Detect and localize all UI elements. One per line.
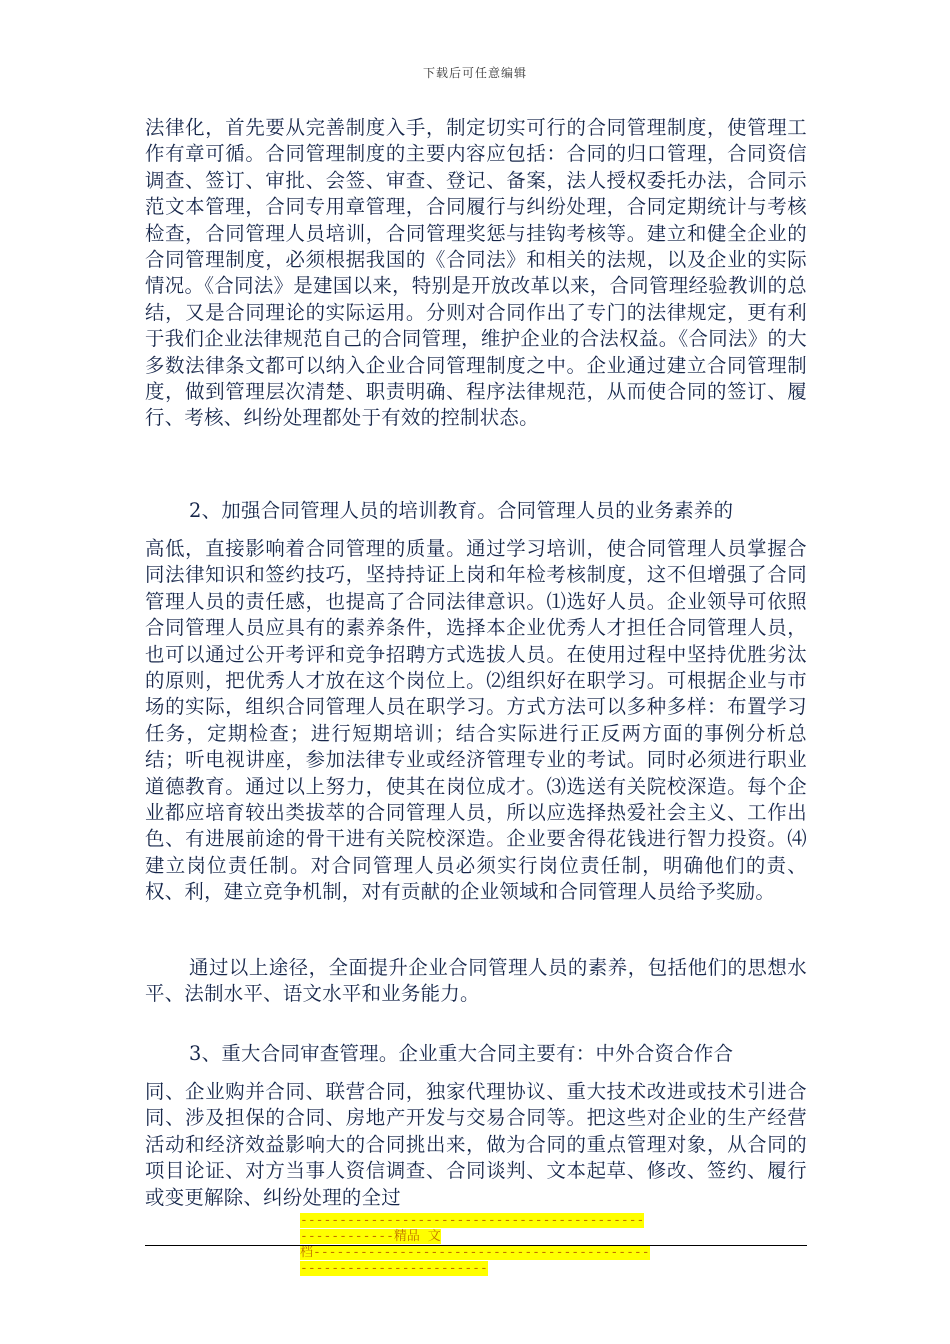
section-3-heading-line: 3、重大合同审查管理。企业重大合同主要有：中外合资合作合: [189, 1042, 734, 1065]
paragraph-summary: 通过以上途径，全面提升企业合同管理人员的素养，包括他们的思想水平、法制水平、语文水平和业务能力。: [145, 956, 807, 1006]
footer-watermark-line2: 档-------------------------------------------------------------------: [300, 1245, 650, 1276]
paragraph-staff-training: 高低，直接影响着合同管理的质量。通过学习培训，使合同管理人员掌握合同法律知识和签约技巧，坚持持证上岗和年检考核制度，这不但增强了合同管理人员的责任感，也提高了合同法律意识。⑴选好人员。企业领导可依照合同管理人员应具有的素养条件，选择本企业优秀人才担任合同管理人员，也可以通过公开考评和竞争招聘方式选拔人员。在使用过程中坚持优胜劣汰的原则，把优秀人才放在这个岗位上。⑵组织好在职学习。可根据企业与市场的实际，组织合同管理人员在职学习。方式方法可以多种多样：布置学习任务，定期检查；进行短期培训；结合实际进行正反两方面的事例分析总结；听电视讲座，参加法律专业或经济管理专业的考试。同时必须进行职业道德教育。通过以上努力，使其在岗位成才。⑶选送有关院校深造。每个企业都应培育较出类拔萃的合同管理人员，所以应选择热爱社会主义、工作出色、有进展前途的骨干进有关院校深造。企业要舍得花钱进行智力投资。⑷建立岗位责任制。对合同管理人员必须实行岗位责任制，明确他们的责、权、利，建立竞争机制，对有贡献的企业领域和合同管理人员给予奖励。: [145, 537, 807, 904]
footer-divider: [145, 1245, 807, 1246]
paragraph-major-contracts: 同、企业购并合同、联营合同，独家代理协议、重大技术改进或技术引进合同、涉及担保的合同、房地产开发与交易合同等。把这些对企业的生产经营活动和经济效益影响大的合同挑出来，做为合同的重点管理对象，从合同的项目论证、对方当事人资信调查、合同谈判、文本起草、修改、签约、履行或变更解除、纠纷处理的全过: [145, 1080, 807, 1209]
footer-watermark-line1: --------------------------------------------------------精品 文: [300, 1213, 645, 1244]
header-note: 下载后可任意编辑: [422, 66, 527, 80]
paragraph-contract-system: 法律化，首先要从完善制度入手，制定切实可行的合同管理制度，使管理工作有章可循。合同管理制度的主要内容应包括：合同的归口管理，合同资信调查、签订、审批、会签、审查、登记、备案，法人授权委托办法，合同示范文本管理，合同专用章管理，合同履行与纠纷处理，合同定期统计与考核检查，合同管理人员培训，合同管理奖惩与挂钩考核等。建立和健全企业的合同管理制度，必须根据我国的《合同法》和相关的法规，以及企业的实际情况。《合同法》是建国以来，特别是开放改革以来，合同管理经验教训的总结，又是合同理论的实际运用。分则对合同作出了专门的法律规定，更有利于我们企业法律规范自己的合同管理，维护企业的合法权益。《合同法》的大多数法律条文都可以纳入企业合同管理制度之中。企业通过建立合同管理制度，做到管理层次清楚、职责明确、程序法律规范，从而使合同的签订、履行、考核、纠纷处理都处于有效的控制状态。: [145, 116, 807, 430]
section-2-heading-line: 2、加强合同管理人员的培训教育。合同管理人员的业务素养的: [189, 499, 734, 522]
